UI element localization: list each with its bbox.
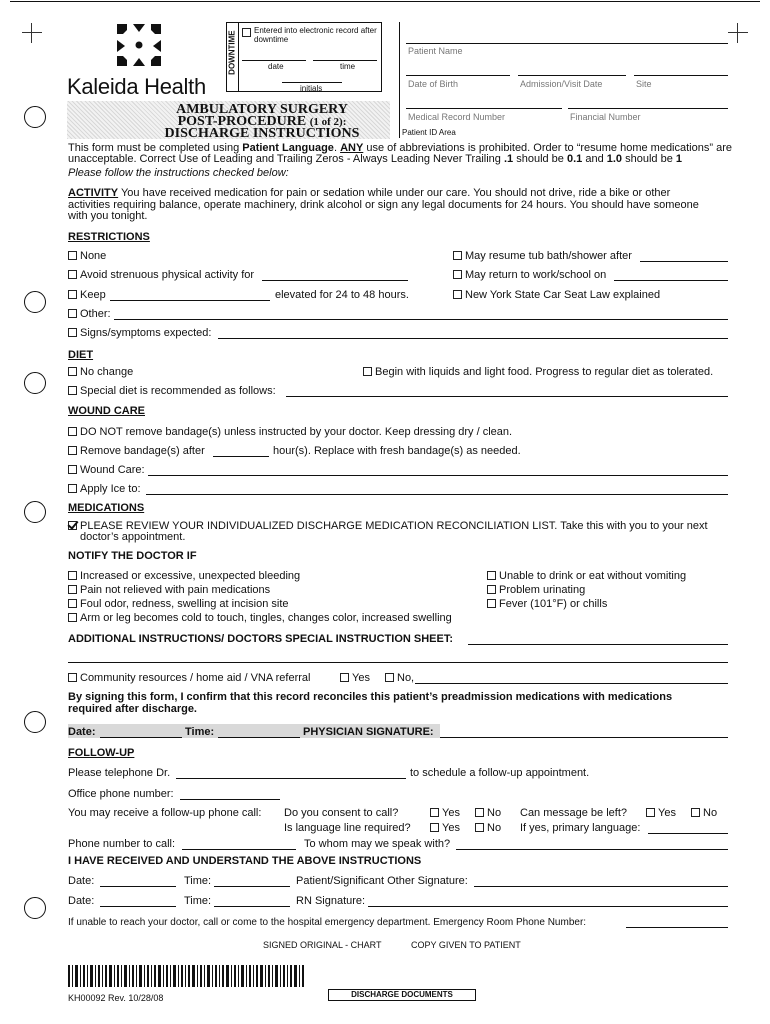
primary-language-line[interactable] xyxy=(648,833,728,834)
intro-line2 xyxy=(68,153,682,166)
title-line1: AMBULATORY SURGERY xyxy=(176,102,348,117)
intro-text: unacceptable. Correct Use of Leading and Trailing Zeros - Always Leading Never Trailing xyxy=(68,153,504,165)
dob-label: Date of Birth xyxy=(408,79,459,89)
patient-name-line xyxy=(406,43,728,44)
intro-bold: 1 xyxy=(675,153,682,165)
keep-elevated-text: elevated for 24 to 48 hours. xyxy=(275,289,409,301)
language-yes[interactable] xyxy=(430,822,460,835)
rn-time-line[interactable] xyxy=(214,906,290,907)
physician-time-line[interactable] xyxy=(218,737,300,738)
checkbox[interactable] xyxy=(487,585,496,594)
keep-line[interactable] xyxy=(110,300,270,301)
checkbox[interactable] xyxy=(453,270,462,279)
follow-instructions: Please follow the instructions checked below: xyxy=(68,167,289,179)
intro-text: should be xyxy=(622,153,676,165)
option-label: Pain not relieved with pain medications xyxy=(80,584,271,596)
whom-label: To whom may we speak with? xyxy=(304,838,451,850)
option-label: No xyxy=(703,807,718,819)
intro-any: ANY xyxy=(340,142,364,154)
wound-do-not[interactable] xyxy=(68,426,512,439)
downtime-date-label: date xyxy=(268,62,284,71)
rn-date-line[interactable] xyxy=(100,906,176,907)
option-label: Problem urinating xyxy=(499,584,586,596)
option-label: Foul odor, redness, swelling at incision site xyxy=(80,598,289,610)
restriction-work[interactable] xyxy=(453,269,606,282)
checkbox[interactable] xyxy=(68,446,77,455)
physician-time-label: Time: xyxy=(185,726,215,738)
activity-line1 xyxy=(68,187,670,200)
signs-line[interactable] xyxy=(218,338,728,339)
intro-text: should be xyxy=(513,153,567,165)
received-time-line[interactable] xyxy=(214,886,290,887)
discharge-documents-box: DISCHARGE DOCUMENTS xyxy=(328,989,476,1001)
option-label: Yes xyxy=(352,672,370,684)
option-label: Fever (101°F) or chills xyxy=(499,598,608,610)
checkbox[interactable] xyxy=(68,309,77,318)
restriction-none[interactable] xyxy=(68,250,106,263)
checkbox[interactable] xyxy=(363,367,372,376)
downtime-initials-label: initials xyxy=(300,84,323,93)
activity-line2: activities requiring balance, operate machinery, drink alcohol or sign any legal documents for 24 hours. You should have someone xyxy=(68,199,699,211)
title-page-number: (1 of 2): xyxy=(309,116,347,128)
followup-doctor-line[interactable] xyxy=(176,778,406,779)
diet-no-change[interactable] xyxy=(68,366,133,379)
option-label: Increased or excessive, unexpected bleeding xyxy=(80,570,301,582)
activity-text: You have received medication for pain or sedation while under our care. You should not drive, ride a bike or other xyxy=(118,187,671,199)
checkbox[interactable] xyxy=(68,386,77,395)
community-yes[interactable] xyxy=(340,672,370,685)
punch-hole xyxy=(24,711,46,733)
site-label: Site xyxy=(636,79,652,89)
restriction-keep[interactable] xyxy=(68,289,106,302)
consent-no[interactable] xyxy=(475,807,501,820)
checkbox[interactable] xyxy=(430,823,439,832)
message-yes[interactable] xyxy=(646,807,676,820)
intro-bold: 0.1 xyxy=(566,153,583,165)
admission-label: Admission/Visit Date xyxy=(520,79,603,89)
downtime-checkbox[interactable] xyxy=(242,28,251,37)
intro-bold: 1.0 xyxy=(606,153,623,165)
option-label: Unable to drink or eat without vomiting xyxy=(499,570,687,582)
emergency-text: If unable to reach your doctor, call or come to the hospital emergency department. Emergency Room Phone Number: xyxy=(68,917,587,928)
punch-hole xyxy=(24,291,46,313)
option-label: PLEASE REVIEW YOUR INDIVIDUALIZED DISCHARGE MEDICATION RECONCILIATION LIST. Take this with you to your next xyxy=(80,520,708,532)
option-label: Begin with liquids and light food. Progress to regular diet as tolerated. xyxy=(375,366,714,378)
option-label: Wound Care: xyxy=(80,464,145,476)
option-label: Special diet is recommended as follows: xyxy=(80,385,276,397)
restriction-tub[interactable] xyxy=(453,250,632,263)
downtime-check-text: Entered into electronic record after downtime xyxy=(254,26,377,44)
checkbox[interactable] xyxy=(68,328,77,337)
wound-care[interactable] xyxy=(68,464,145,477)
downtime-label: DOWNTIME xyxy=(227,30,237,75)
phone-to-call-label: Phone number to call: xyxy=(68,838,176,850)
option-label: May resume tub bath/shower after xyxy=(465,250,632,262)
downtime-time-label: time xyxy=(340,62,356,71)
checkbox[interactable] xyxy=(453,251,462,260)
option-label: Signs/symptoms expected: xyxy=(80,327,212,339)
checkbox[interactable] xyxy=(68,571,77,580)
patient-id-border xyxy=(399,22,400,138)
wound-heading: WOUND CARE xyxy=(68,405,145,417)
additional-heading: ADDITIONAL INSTRUCTIONS/ DOCTORS SPECIAL INSTRUCTION SHEET: xyxy=(68,633,454,645)
option-label: No xyxy=(487,822,502,834)
additional-line-1[interactable] xyxy=(468,644,728,645)
checkbox[interactable] xyxy=(68,367,77,376)
emergency-phone-line[interactable] xyxy=(626,927,728,928)
punch-hole xyxy=(24,501,46,523)
received-time-label: Time: xyxy=(184,875,212,887)
notify-left-1[interactable] xyxy=(68,584,270,597)
punch-hole xyxy=(24,372,46,394)
wound-ice[interactable] xyxy=(68,483,141,496)
message-label: Can message be left? xyxy=(520,807,628,819)
checkbox[interactable] xyxy=(68,585,77,594)
activity-heading: ACTIVITY xyxy=(68,187,119,199)
rn-date-label: Date: xyxy=(68,895,95,907)
patient-signature-label: Patient/Significant Other Signature: xyxy=(296,875,468,887)
notify-right-1[interactable] xyxy=(487,584,585,597)
option-label: Keep xyxy=(80,289,106,301)
community-no-line[interactable] xyxy=(415,683,728,684)
patient-id-area-label: Patient ID Area xyxy=(402,128,456,137)
downtime-date-line xyxy=(242,60,306,61)
checkbox[interactable] xyxy=(68,427,77,436)
restriction-avoid[interactable] xyxy=(68,269,254,282)
option-label: May return to work/school on xyxy=(465,269,607,281)
work-line[interactable] xyxy=(614,280,728,281)
special-diet-line[interactable] xyxy=(286,396,728,397)
option-label: No xyxy=(487,807,502,819)
checked-checkbox[interactable] xyxy=(68,521,77,530)
checkbox[interactable] xyxy=(475,823,484,832)
crop-mark-top-left xyxy=(22,23,42,43)
option-label: Remove bandage(s) after xyxy=(80,445,205,457)
consent-yes[interactable] xyxy=(430,807,460,820)
checkbox[interactable] xyxy=(340,673,349,682)
physician-signature-label: PHYSICIAN SIGNATURE: xyxy=(303,726,434,738)
rn-signature-line[interactable] xyxy=(368,906,728,907)
followup-schedule: to schedule a follow-up appointment. xyxy=(410,767,590,779)
checkbox[interactable] xyxy=(68,484,77,493)
office-phone-label: Office phone number: xyxy=(68,788,174,800)
option-label: DO NOT remove bandage(s) unless instructed by your doctor. Keep dressing dry / clean. xyxy=(80,426,513,438)
medications-line2: doctor’s appointment. xyxy=(80,531,186,543)
form-id: KH00092 Rev. 10/28/08 xyxy=(68,993,164,1003)
office-phone-line[interactable] xyxy=(180,799,280,800)
option-label: Yes xyxy=(658,807,676,819)
option-label: New York State Car Seat Law explained xyxy=(465,289,661,301)
physician-date-label: Date: xyxy=(68,726,96,738)
notify-right-2[interactable] xyxy=(487,598,607,611)
copy-given: COPY GIVEN TO PATIENT xyxy=(411,940,521,950)
wound-care-line[interactable] xyxy=(148,475,728,476)
community-resources[interactable] xyxy=(68,672,310,685)
checkbox[interactable] xyxy=(487,571,496,580)
checkbox[interactable] xyxy=(430,808,439,817)
mrn-label: Medical Record Number xyxy=(408,112,506,122)
financial-line xyxy=(568,108,728,109)
medications-heading: MEDICATIONS xyxy=(68,502,145,514)
option-label: Community resources / home aid / VNA referral xyxy=(80,672,311,684)
checkbox[interactable] xyxy=(68,613,77,622)
whom-line[interactable] xyxy=(456,849,728,850)
rn-signature-label: RN Signature: xyxy=(296,895,366,907)
checkbox[interactable] xyxy=(385,673,394,682)
received-heading: I HAVE RECEIVED AND UNDERSTAND THE ABOVE INSTRUCTIONS xyxy=(68,855,422,867)
received-date-line[interactable] xyxy=(100,886,176,887)
signed-original: SIGNED ORIGINAL - CHART xyxy=(263,940,382,950)
language-no[interactable] xyxy=(475,822,501,835)
logo-wordmark: Kaleida Health xyxy=(67,74,206,99)
intro-text: use of abbreviations is prohibited. Order to “resume home medications” are xyxy=(363,142,732,154)
intro-text: and xyxy=(582,153,607,165)
notify-left-0[interactable] xyxy=(68,570,300,583)
checkbox[interactable] xyxy=(68,465,77,474)
dob-line xyxy=(406,75,510,76)
ice-line[interactable] xyxy=(146,494,728,495)
wound-remove-rest: hour(s). Replace with fresh bandage(s) as needed. xyxy=(273,445,521,457)
checkbox[interactable] xyxy=(691,808,700,817)
notify-left-3[interactable] xyxy=(68,612,452,625)
crop-mark-top-right xyxy=(728,23,748,43)
option-label: Apply Ice to: xyxy=(80,483,141,495)
primary-language-label: If yes, primary language: xyxy=(520,822,641,834)
confirm-line1: By signing this form, I confirm that this record reconciles this patient’s preadmission medications with medications xyxy=(68,691,673,703)
kaleida-logo-icon xyxy=(115,22,163,68)
site-line xyxy=(634,75,728,76)
additional-line-2[interactable] xyxy=(68,662,728,663)
restriction-carseat[interactable] xyxy=(453,289,660,302)
title-post-procedure: POST-PROCEDURE xyxy=(177,114,307,129)
option-label: No change xyxy=(80,366,134,378)
notify-heading: NOTIFY THE DOCTOR IF xyxy=(68,550,197,562)
patient-signature-line[interactable] xyxy=(474,886,728,887)
patient-name-label: Patient Name xyxy=(408,46,463,56)
message-no[interactable] xyxy=(691,807,717,820)
checkbox[interactable] xyxy=(68,251,77,260)
title-line3: DISCHARGE INSTRUCTIONS xyxy=(164,126,360,141)
barcode-icon xyxy=(68,965,306,987)
diet-special[interactable] xyxy=(68,385,276,398)
punch-hole xyxy=(24,897,46,919)
checkbox[interactable] xyxy=(487,599,496,608)
downtime-initials-line xyxy=(282,82,342,83)
top-rule xyxy=(10,1,760,2)
notify-left-2[interactable] xyxy=(68,598,289,611)
option-label: No, xyxy=(397,672,415,684)
checkbox[interactable] xyxy=(68,673,77,682)
consent-label: Do you consent to call? xyxy=(284,807,399,819)
phone-to-call-line[interactable] xyxy=(182,849,296,850)
checkbox[interactable] xyxy=(475,808,484,817)
tub-line[interactable] xyxy=(640,261,728,262)
intro-patient-language: Patient Language xyxy=(242,142,334,154)
physician-signature-line[interactable] xyxy=(440,737,728,738)
option-label: Other: xyxy=(80,308,111,320)
community-no[interactable] xyxy=(385,672,414,685)
avoid-line[interactable] xyxy=(262,280,408,281)
checkbox[interactable] xyxy=(68,599,77,608)
option-label: Yes xyxy=(442,807,460,819)
restriction-other[interactable] xyxy=(68,308,111,321)
intro-bold: .1 xyxy=(503,153,514,165)
followup-telephone: Please telephone Dr. xyxy=(68,767,171,779)
downtime-time-line xyxy=(313,60,377,61)
diet-liquids[interactable] xyxy=(363,366,713,379)
other-line[interactable] xyxy=(114,319,728,320)
downtime-divider xyxy=(238,22,239,92)
option-label: None xyxy=(80,250,107,262)
restriction-signs[interactable] xyxy=(68,327,211,340)
checkbox[interactable] xyxy=(68,290,77,299)
option-label: Yes xyxy=(442,822,460,834)
financial-label: Financial Number xyxy=(570,112,641,122)
intro-text: This form must be completed using xyxy=(68,142,243,154)
diet-heading: DIET xyxy=(68,349,94,361)
language-label: Is language line required? xyxy=(284,822,411,834)
received-date-label: Date: xyxy=(68,875,95,887)
confirm-line2: required after discharge. xyxy=(68,703,197,715)
checkbox[interactable] xyxy=(68,270,77,279)
followup-heading: FOLLOW-UP xyxy=(68,747,135,759)
receive-call-label: You may receive a follow-up phone call: xyxy=(68,807,262,819)
rn-time-label: Time: xyxy=(184,895,212,907)
wound-remove[interactable] xyxy=(68,445,205,458)
option-label: Arm or leg becomes cold to touch, tingles, changes color, increased swelling xyxy=(80,612,452,624)
punch-hole xyxy=(24,106,46,128)
intro-text: . xyxy=(333,142,341,154)
checkbox[interactable] xyxy=(646,808,655,817)
notify-right-0[interactable] xyxy=(487,570,686,583)
admission-line xyxy=(518,75,626,76)
activity-line3: with you tonight. xyxy=(68,210,148,222)
remove-hours-line[interactable] xyxy=(213,456,269,457)
restrictions-heading: RESTRICTIONS xyxy=(68,231,150,243)
physician-date-line[interactable] xyxy=(100,737,182,738)
mrn-line xyxy=(406,108,562,109)
checkbox[interactable] xyxy=(453,290,462,299)
option-label: Avoid strenuous physical activity for xyxy=(80,269,255,281)
